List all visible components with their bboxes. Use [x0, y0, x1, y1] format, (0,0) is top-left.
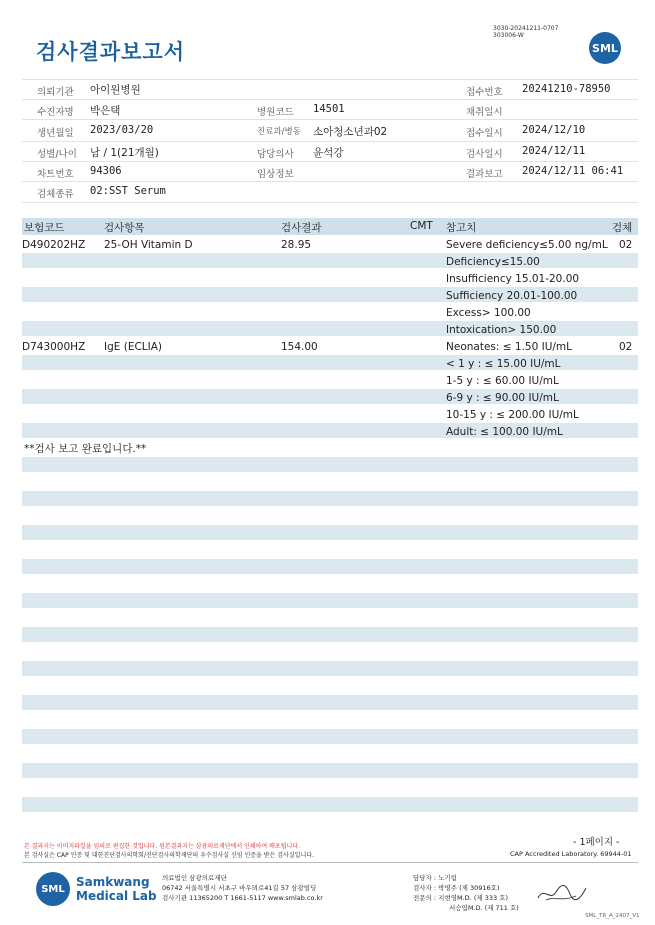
- brand-name: [76, 875, 157, 903]
- table-stripe: [22, 593, 638, 608]
- staff-value: 노기림: [438, 874, 458, 882]
- signature-icon: [536, 880, 588, 906]
- receipt-date-label: 접수일시: [466, 128, 503, 139]
- col-code-header: 보험코드: [24, 222, 65, 234]
- chart-value: 94306: [90, 165, 122, 177]
- table-stripe: [22, 661, 638, 676]
- completion-note: **검사 보고 완료입니다.**: [24, 443, 147, 455]
- specialist1-value: 지현영M.D. (제 333 호): [438, 894, 508, 902]
- row2-result: 154.00: [281, 341, 318, 353]
- chart-label: 차트번호: [37, 169, 74, 180]
- table-stripe: [22, 729, 638, 744]
- divider: [22, 181, 638, 182]
- receipt-date-value: 2024/12/10: [522, 124, 586, 136]
- receipt-no-value: 20241210-78950: [522, 83, 611, 95]
- doctor-value: 윤석강: [313, 147, 344, 159]
- cap-accreditation: CAP Accredited Laboratory. 69944-01: [510, 850, 632, 858]
- test-date-value: 2024/12/11: [522, 145, 586, 157]
- row2-ref-3: 1-5 y : ≤ 60.00 IU/mL: [446, 375, 559, 387]
- row1-ref-2: Deficiency≤15.00: [446, 256, 540, 268]
- clinical-label: 임상정보: [257, 169, 294, 180]
- table-stripe: [22, 491, 638, 506]
- col-cmt-header: CMT: [410, 220, 433, 232]
- col-result-header: 검사결과: [281, 222, 322, 234]
- doctor-label: 담당의사: [257, 149, 294, 160]
- org-line3: 검사기관 11365200 T 1661-5117 www.smlab.co.kr: [162, 894, 323, 902]
- sex-age-label: 성별/나이: [37, 149, 77, 160]
- row2-ref-4: 6-9 y : ≤ 90.00 IU/mL: [446, 392, 559, 404]
- org-line1: 의료법인 삼광의료재단: [162, 874, 227, 882]
- divider: [22, 79, 638, 80]
- row2-specimen: 02: [619, 341, 633, 353]
- specimen-value: 02:SST Serum: [90, 185, 166, 197]
- staff-label: 담당자 :: [413, 874, 437, 882]
- name-value: 박은택: [90, 105, 121, 117]
- divider: [22, 141, 638, 142]
- row1-result: 28.95: [281, 239, 312, 251]
- collect-date-label: 채취일시: [466, 107, 503, 118]
- tester-value: 박영주 (제 30916호): [438, 884, 500, 892]
- table-stripe: [22, 253, 638, 268]
- notice-red: 본 결과지는 이미지파일을 임의로 편집한 것입니다. 원본결과지는 삼광의료재단에서 인쇄하여 배포됩니다.: [24, 843, 301, 850]
- receipt-no-label: 접수번호: [466, 87, 503, 98]
- hospital-code-label: 병원코드: [257, 107, 294, 118]
- sex-age-value: 남 / 1(21개월): [90, 147, 159, 159]
- sml-footer-logo-icon: SML: [36, 872, 70, 906]
- document-id-line1: 3030-20241211-0707: [493, 25, 559, 32]
- footer-divider: [22, 862, 638, 863]
- sml-logo-icon: SML: [589, 32, 621, 64]
- notice: 본 검사실은 CAP 인증 및 대한진단검사의학회/진단검사의학재단의 우수검사실 신임 인증을 받은 검사실입니다.: [24, 852, 314, 859]
- row2-ref-5: 10-15 y : ≤ 200.00 IU/mL: [446, 409, 579, 421]
- row1-ref-1: Severe deficiency≤5.00 ng/mL: [446, 239, 608, 251]
- dob-value: 2023/03/20: [90, 124, 154, 136]
- org-value: 아이원병원: [90, 84, 141, 96]
- divider: [22, 119, 638, 120]
- divider: [22, 99, 638, 100]
- row2-code: D743000HZ: [22, 341, 86, 353]
- dob-label: 생년월일: [37, 128, 74, 139]
- row1-ref-6: Intoxication> 150.00: [446, 324, 557, 336]
- dept-label: 진료과/병동: [257, 127, 301, 137]
- divider: [22, 202, 638, 203]
- row1-ref-5: Excess> 100.00: [446, 307, 531, 319]
- brand-line2: Medical Lab: [76, 889, 157, 903]
- table-stripe: [22, 763, 638, 778]
- row2-ref-1: Neonates: ≤ 1.50 IU/mL: [446, 341, 572, 353]
- form-code: SML_TR_A_2407_V1: [585, 913, 640, 919]
- row2-item: IgE (ECLIA): [104, 341, 163, 353]
- table-stripe: [22, 457, 638, 472]
- test-date-label: 검사일시: [466, 149, 503, 160]
- document-id-line2: 303006-W: [493, 32, 524, 39]
- row1-item: 25-OH Vitamin D: [104, 239, 193, 251]
- col-specimen-header: 검체: [612, 222, 633, 234]
- row1-ref-4: Sufficiency 20.01-100.00: [446, 290, 578, 302]
- specimen-label: 검체종류: [37, 189, 74, 200]
- report-date-label: 결과보고: [466, 169, 503, 180]
- org-label: 의뢰기관: [37, 87, 74, 98]
- divider: [22, 161, 638, 162]
- page-number: - 1페이지 -: [573, 837, 620, 848]
- specialist-label: 전문의 :: [413, 894, 437, 902]
- table-stripe: [22, 627, 638, 642]
- hospital-code-value: 14501: [313, 103, 345, 115]
- tester-label: 검사자 :: [413, 884, 437, 892]
- col-item-header: 검사항목: [104, 222, 145, 234]
- report-date-value: 2024/12/11 06:41: [522, 165, 624, 177]
- brand-line1: Samkwang: [76, 875, 150, 889]
- col-ref-header: 참고치: [446, 222, 477, 234]
- row1-code: D490202HZ: [22, 239, 86, 251]
- table-stripe: [22, 525, 638, 540]
- row2-ref-2: < 1 y : ≤ 15.00 IU/mL: [446, 358, 561, 370]
- table-stripe: [22, 695, 638, 710]
- dept-value: 소아청소년과02: [313, 126, 388, 138]
- org-info: [162, 873, 323, 903]
- row2-ref-6: Adult: ≤ 100.00 IU/mL: [446, 426, 563, 438]
- row1-specimen: 02: [619, 239, 633, 251]
- table-stripe: [22, 559, 638, 574]
- report-title: 검사결과보고서: [36, 40, 186, 64]
- row1-ref-3: Insufficiency 15.01-20.00: [446, 273, 580, 285]
- name-label: 수진자명: [37, 107, 74, 118]
- staff-info: [413, 873, 519, 913]
- specialist2-value: 서승엽M.D. (제 711 호): [449, 904, 519, 912]
- table-stripe: [22, 797, 638, 812]
- org-line2: 06742 서울특별시 서초구 바우뫼로41길 57 삼광빌딩: [162, 884, 317, 892]
- document-id: [493, 25, 558, 39]
